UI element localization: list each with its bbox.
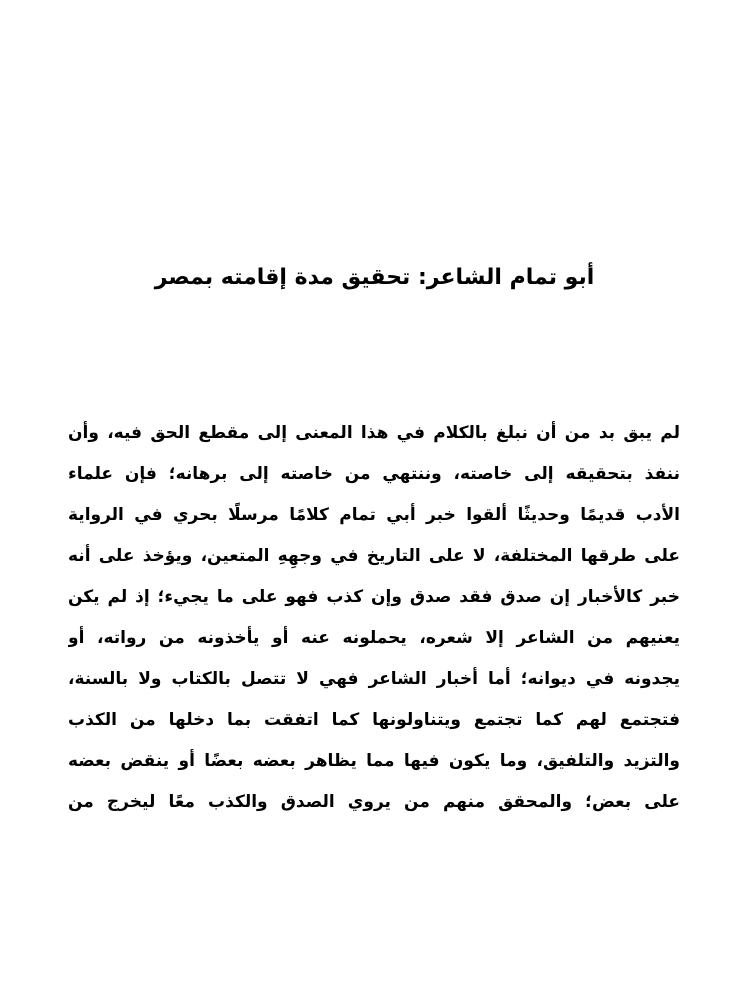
text-line: على بعض؛ والمحقق منهم من يروي الصدق والكذب معًا ليخرج من <box>68 792 680 812</box>
text-line: يجدونه في ديوانه؛ أما أخبار الشاعر فهي لا تتصل بالكتاب ولا بالسنة، <box>68 669 680 689</box>
text-line: ننفذ بتحقيقه إلى خاصته، وننتهي من خاصته إلى برهانه؛ فإن علماء <box>68 464 680 484</box>
text-line: يعنيهم من الشاعر إلا شعره، يحملونه عنه أو يأخذونه من رواته، أو <box>68 628 680 648</box>
text-line: والتزيد والتلفيق، وما يكون فيها مما يظاهر بعضه بعضًا أو ينقض بعضه <box>68 751 680 771</box>
page-title: أبو تمام الشاعر: تحقيق مدة إقامته بمصر <box>154 265 595 290</box>
text-line: على طرقها المختلفة، لا على التاريخ في وجهِهِ المتعين، ويؤخذ على أنه <box>68 546 680 566</box>
text-line: الأدب قديمًا وحديثًا ألقوا خبر أبي تمام كلامًا مرسلًا بحري في الرواية <box>68 505 680 525</box>
text-line: لم يبق بد من أن نبلغ بالكلام في هذا المعنى إلى مقطع الحق فيه، وأن <box>68 423 680 443</box>
body-paragraph <box>68 413 680 823</box>
text-line: فتجتمع لهم كما تجتمع ويتناولونها كما اتفقت بما دخلها من الكذب <box>68 710 680 730</box>
text-line: خبر كالأخبار إن صدق فقد صدق وإن كذب فهو على ما يجيء؛ إذ لم يكن <box>68 587 680 607</box>
